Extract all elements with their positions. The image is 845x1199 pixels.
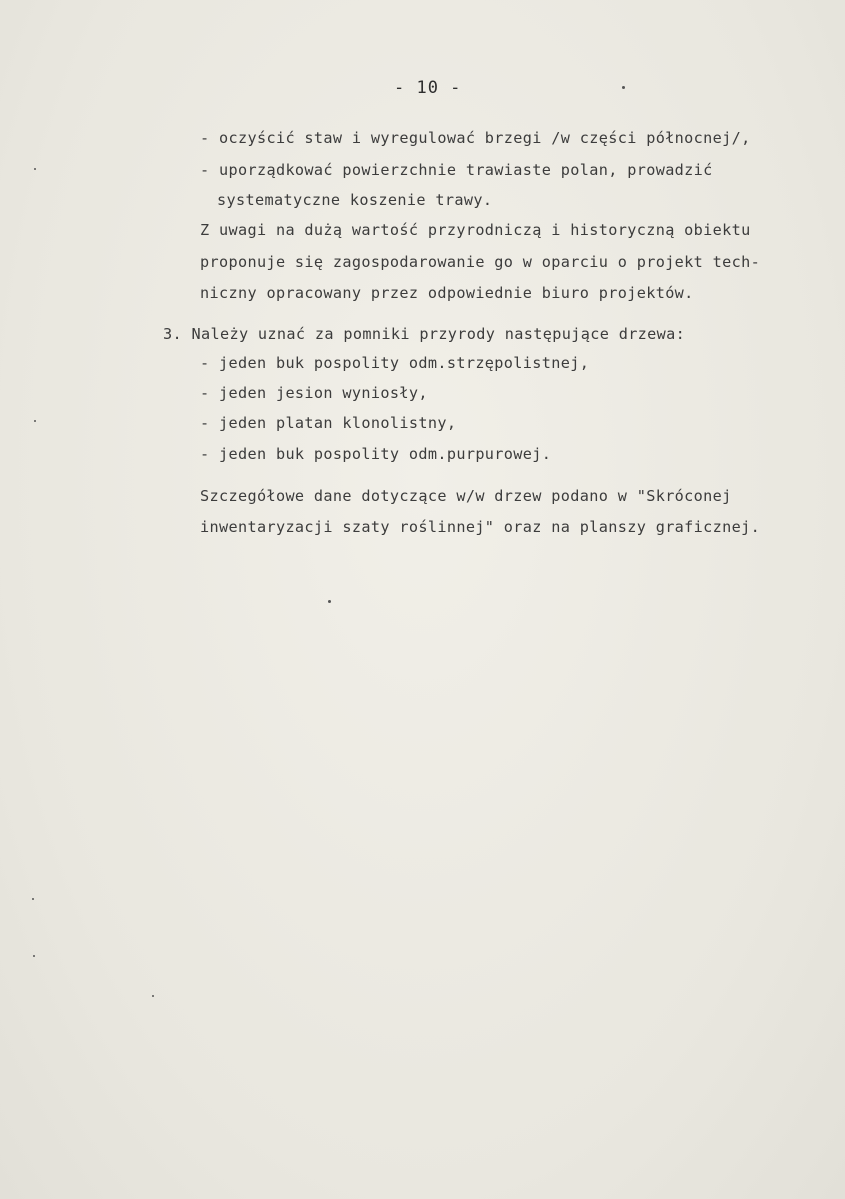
tree-list-item: - jeden buk pospolity odm.purpurowej. (200, 445, 552, 463)
bullet-lawns: - uporządkować powierzchnie trawiaste polan, prowadzić (200, 161, 713, 179)
bullet-clean-pond: - oczyścić staw i wyregulować brzegi /w części północnej/, (200, 129, 751, 147)
paper-speck (152, 995, 154, 997)
paper-speck (34, 420, 36, 422)
paper-speck (34, 168, 36, 170)
tree-list-item: - jeden platan klonolistny, (200, 414, 457, 432)
paper-speck (328, 600, 331, 603)
page-number: - 10 - (394, 78, 462, 98)
bullet-lawns-continued: systematyczne koszenie trawy. (217, 191, 493, 209)
section-3-heading: 3. Należy uznać za pomniki przyrody następujące drzewa: (163, 325, 686, 343)
paragraph-line-1: Z uwagi na dużą wartość przyrodniczą i historyczną obiektu (200, 221, 751, 239)
details-line-2: inwentaryzacji szaty roślinnej" oraz na planszy graficznej. (200, 518, 761, 536)
details-line-1: Szczegółowe dane dotyczące w/w drzew podano w "Skróconej (200, 487, 732, 505)
paragraph-line-2: proponuje się zagospodarowanie go w oparciu o projekt tech- (200, 253, 761, 271)
paper-speck (622, 86, 625, 89)
tree-list-item: - jeden buk pospolity odm.strzępolistnej, (200, 354, 590, 372)
paragraph-line-3: niczny opracowany przez odpowiednie biuro projektów. (200, 284, 694, 302)
tree-list-item: - jeden jesion wyniosły, (200, 384, 428, 402)
paper-speck (32, 898, 34, 900)
paper-speck (33, 955, 35, 957)
